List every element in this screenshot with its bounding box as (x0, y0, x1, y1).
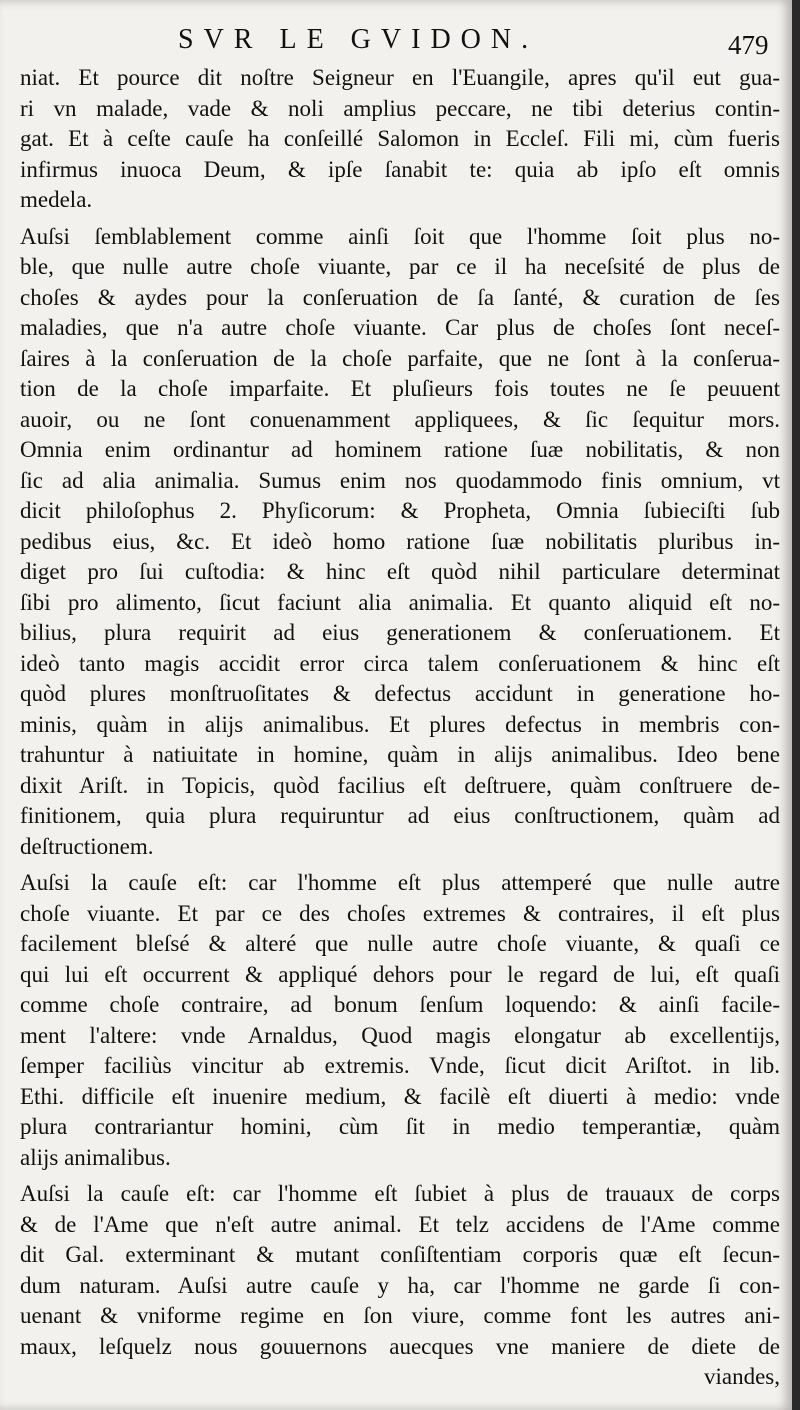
text-line: finitionem, quia plura requiruntur ad eius conſtructionem, quàm ad (20, 803, 780, 828)
text-line: Auſsi la cauſe eſt: car l'homme eſt ſubiet à plus de trauaux de corps (20, 1181, 780, 1206)
text-line: bilius, plura requirit ad eius generationem & conſeruationem. Et (20, 620, 780, 645)
paragraph (20, 1179, 780, 1393)
text-line: gat. Et à ceſte cauſe ha conſeillé Salomon in Eccleſ. Fili mi, cùm fueris (20, 126, 780, 151)
text-line: ſic ad alia animalia. Sumus enim nos quodammodo finis omnium, vt (20, 467, 780, 493)
text-line: minis, quàm in alijs animalibus. Et plures defectus in membris con- (20, 711, 780, 737)
text-line: uenant & vniforme regime en ſon viure, comme font les autres ani- (20, 1303, 780, 1328)
text-line: Auſsi la cauſe eſt: car l'homme eſt plus attemperé que nulle autre (20, 870, 780, 895)
text-line: dum naturam. Auſsi autre cauſe y ha, car l'homme ne garde ſi con- (20, 1272, 780, 1298)
text-line: tion de la choſe imparfaite. Et pluſieurs fois toutes ne ſe peuuent (20, 376, 780, 401)
text-line: auoir, ou ne ſont conuenamment appliquees, & ſic ſequitur mors. (20, 406, 780, 432)
text-line: niat. Et pource dit noſtre Seigneur en l'Euangile, apres qu'il eut gua- (20, 65, 780, 90)
text-line: ſibi pro alimento, ſicut faciunt alia animalia. Et quanto aliquid eſt no- (20, 589, 780, 615)
text-line: & de l'Ame que n'eſt autre animal. Et telz accidens de l'Ame comme (20, 1211, 780, 1237)
text-line: medela. (20, 187, 93, 212)
paragraph (20, 868, 780, 1173)
text-line: alijs animalibus. (20, 1144, 171, 1170)
paragraph (20, 222, 780, 863)
text-line: diget pro ſui cuſtodia: & hinc eſt quòd nihil particulare determinat (20, 559, 780, 584)
text-line: ri vn malade, vade & noli amplius peccare, ne tibi deterius contin- (20, 95, 780, 121)
text-line: choſe viuante. Et par ce des choſes extremes & contraires, il eſt plus (20, 900, 780, 926)
text-line: viandes, (703, 1364, 780, 1389)
text-line: plura contrariantur homini, cùm ſit in medio temperantiæ, quàm (20, 1114, 780, 1139)
body-text (20, 63, 780, 1393)
page-header (0, 18, 792, 58)
page-number: 479 (728, 30, 769, 60)
text-line: infirmus inuoca Deum, & ipſe ſanabit te: quia ab ipſo eſt omnis (20, 156, 780, 182)
text-line: ideò tanto magis accidit error circa talem conſeruationem & hinc eſt (20, 650, 780, 676)
text-line: dicit philoſophus 2. Phyſicorum: & Propheta, Omnia ſubieciſti ſub (20, 498, 780, 523)
text-line: trahuntur à natiuitate in homine, quàm in alijs animalibus. Ideo bene (20, 742, 780, 767)
text-line: ſaires à la conſeruation de la choſe parfaite, que ne ſont à la conſerua- (20, 345, 780, 371)
text-line: ment l'altere: vnde Arnaldus, Quod magis elongatur ab excellentijs, (20, 1022, 780, 1048)
text-line: Omnia enim ordinantur ad hominem ratione ſuæ nobilitatis, & non (20, 437, 780, 462)
text-line: dixit Ariſt. in Topicis, quòd facilius eſt deſtruere, quàm conſtruere de- (20, 772, 780, 798)
running-head: SVR LE GVIDON. (178, 24, 539, 55)
text-line: choſes & aydes pour la conſeruation de ſa ſanté, & curation de ſes (20, 284, 780, 310)
text-line: Ethi. difficile eſt inuenire medium, & facilè eſt diuerti à medio: vnde (20, 1083, 780, 1109)
text-line: Auſsi ſemblablement comme ainſi ſoit que l'homme ſoit plus no- (20, 223, 780, 249)
text-line: dit Gal. exterminant & mutant conſiſtentiam corporis quæ eſt ſecun- (20, 1242, 780, 1267)
text-line: pedibus eius, &c. Et ideò homo ratione ſuæ nobilitatis pluribus in- (20, 528, 780, 554)
text-line: deſtructionem. (20, 833, 154, 859)
text-line: ble, que nulle autre choſe viuante, par ce il ha neceſsité de plus de (20, 254, 780, 279)
text-line: comme choſe contraire, ad bonum ſenſum loquendo: & ainſi facile- (20, 992, 780, 1017)
text-line: ſemper faciliùs vincitur ab extremis. Vnde, ſicut dicit Ariſtot. in lib. (20, 1053, 780, 1078)
text-line: maux, leſquelz nous gouuernons auecques vne maniere de diete de (20, 1333, 780, 1359)
text-line: qui lui eſt occurrent & appliqué dehors pour le regard de lui, eſt quaſi (20, 961, 780, 987)
text-line: facilement bleſsé & alteré que nulle autre choſe viuante, & quaſi ce (20, 931, 780, 956)
paragraph (20, 63, 780, 216)
text-line: maladies, que n'a autre choſe viuante. Car plus de choſes ſont neceſ- (20, 315, 780, 340)
text-line: quòd plures monſtruoſitates & defectus accidunt in generatione ho- (20, 681, 780, 706)
